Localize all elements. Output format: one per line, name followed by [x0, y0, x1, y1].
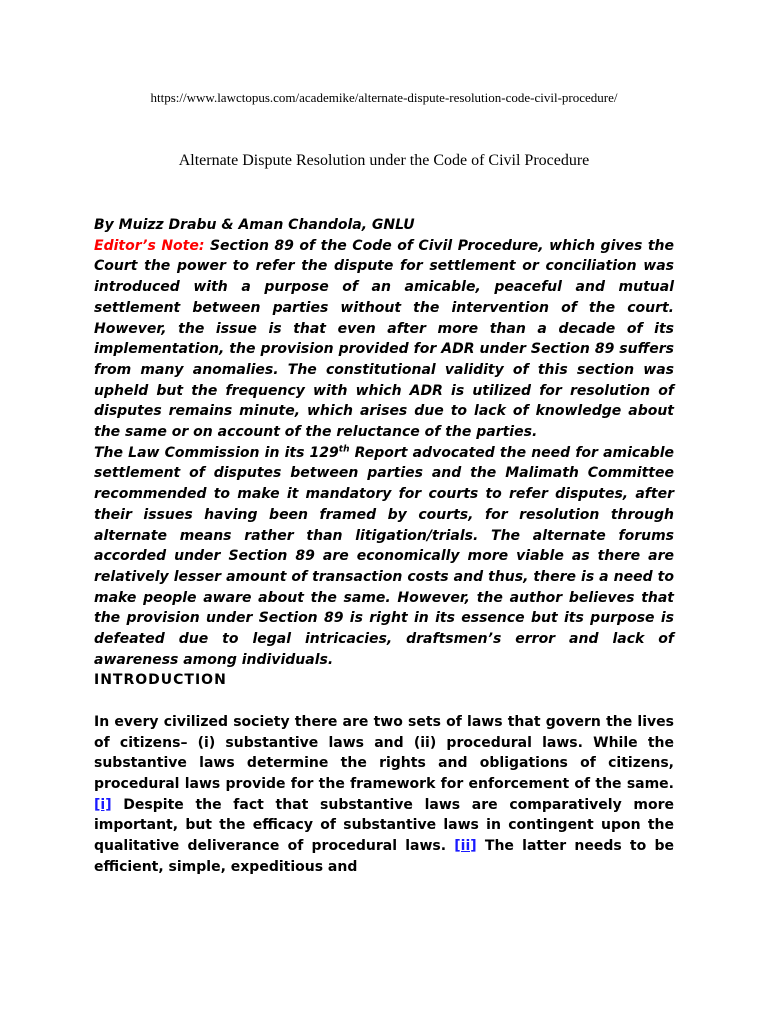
paragraph-text-end: Report advocated the need for amicable settlement of disputes between parties and the Malimath Committee recommended to make it mandatory for courts to refer disputes, after their issues having been framed by courts, for resolution through alternate means rather than litigation/trials. The alternate forums accorded under Section 89 are economically more viable as there are relatively lesser amount of transaction costs and thus, there is a need to make people aware about the same. However, the author believes that the provision under Section 89 is right in its essence but its purpose is defeated due to legal intricacies, draftsmen’s error and lack of awareness among individuals.: [94, 444, 674, 668]
law-commission-paragraph: [94, 443, 674, 671]
intro-text-part2: Despite the fact that substantive laws are comparatively more important, but the efficacy of substantive laws in contingent upon the qualitative deliverance of procedural laws.: [94, 796, 674, 855]
footnote-link-ii[interactable]: [ii]: [454, 838, 477, 855]
introduction-heading: INTRODUCTION: [94, 672, 227, 689]
intro-text-part3: The latter needs to be efficient, simple, expeditious and: [94, 838, 674, 875]
document-title: Alternate Dispute Resolution under the Code of Civil Procedure: [178, 152, 590, 169]
byline: By Muizz Drabu & Aman Chandola, GNLU: [94, 217, 415, 233]
intro-text-part1: In every civilized society there are two sets of laws that govern the lives of citizens– (i) substantive laws and (ii) procedural laws. While the substantive laws determine the rights and obligations of citizens, procedural laws provide for the framework for enforcement of the same.: [94, 713, 674, 792]
footnote-link-i[interactable]: [i]: [94, 796, 112, 813]
editors-note-text: Section 89 of the Code of Civil Procedure, which gives the Court the power to refer the dispute for settlement or conciliation was introduced with a purpose of an amicable, peaceful and mutual settlement between parties without the intervention of the court. However, the issue is that even after more than a decade of its implementation, the provision provided for ADR under Section 89 suffers from many anomalies. The constitutional validity of this section was upheld but the frequency with which ADR is utilized for resolution of disputes remains minute, which arises due to lack of knowledge about the same or on account of the reluctance of the parties.: [94, 237, 674, 441]
editors-note-label: Editor’s Note:: [94, 237, 205, 254]
document-body: [94, 215, 674, 877]
source-url: https://www.lawctopus.com/academike/alternate-dispute-resolution-code-civil-procedure/: [150, 90, 618, 105]
editors-note-paragraph: [94, 236, 674, 443]
paragraph-text-start: The Law Commission in its 129: [94, 444, 339, 461]
introduction-paragraph: [94, 712, 674, 878]
superscript-th: th: [338, 444, 350, 455]
